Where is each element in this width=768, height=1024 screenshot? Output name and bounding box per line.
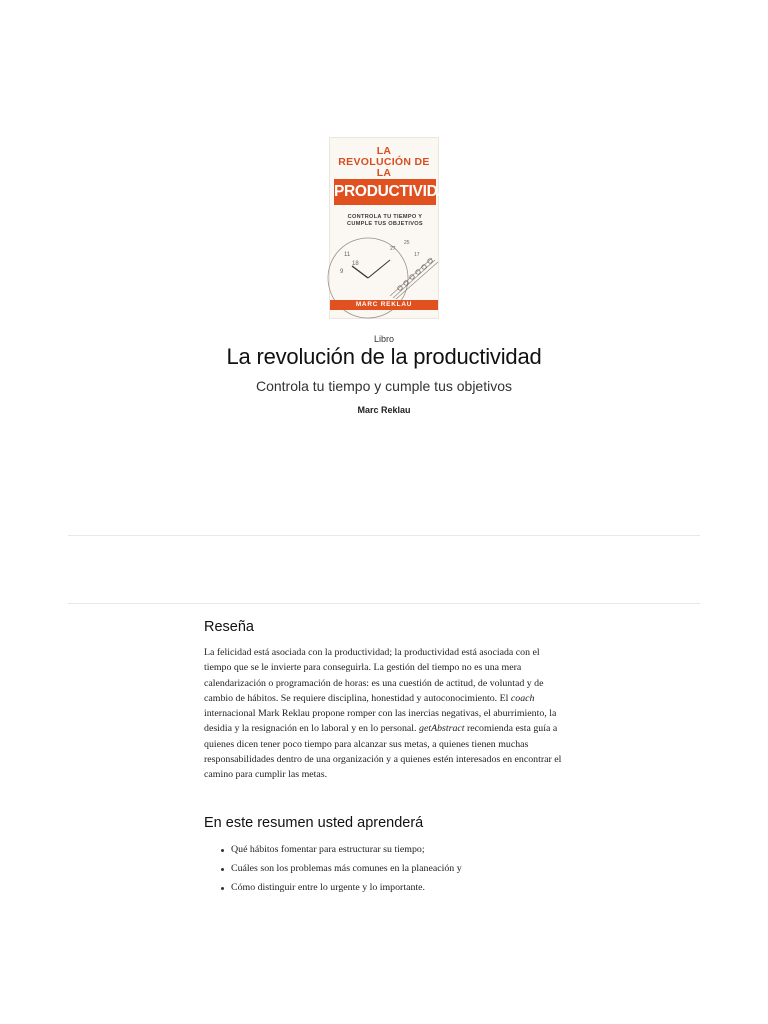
cover-title-top: LA REVOLUCIÓN DE LA (338, 145, 430, 179)
review-text (204, 645, 564, 783)
review-text-part: internacional Mark Reklau propone romper con las inercias negativas, el aburrimiento, la desidia y la resignación en lo laboral y en lo personal. (204, 708, 557, 735)
list-item: Cómo distinguir entre lo urgente y lo importante. (215, 881, 575, 900)
book-cover-image (329, 137, 460, 319)
review-brand-name: getAbstract (419, 723, 465, 735)
cover-title-band: PRODUCTIVIDAD (334, 179, 436, 205)
list-item: Cuáles son los problemas más comunes en la planeación y (215, 862, 575, 881)
svg-text:18: 18 (352, 261, 359, 267)
svg-text:27: 27 (390, 246, 396, 252)
divider (68, 535, 700, 536)
book-title: La revolución de la productividad (226, 344, 542, 369)
book-subtitle: Controla tu tiempo y cumple tus objetivos (255, 378, 512, 394)
content-type-label: Libro (373, 334, 394, 344)
learn-heading: En este resumen usted aprenderá (204, 815, 424, 831)
review-text-part: recomienda esta guía a quienes dicen tener poco tiempo para alcanzar sus metas, a quienes tienen muchas responsabilidades dentro de una organización y a quienes estén interesados en encontrar el camino para cumplir las metas. (204, 723, 562, 781)
review-text-part: La felicidad está asociada con la productividad; la productividad está asociada con el tiempo que se le invierte para conseguirla. La gestión del tiempo no es una mera calendarización o programación de horas: es una cuestión de actitud, de voluntad y de cambio de hábitos. Se requiere disciplina, honestidad y autoconocimiento. El (204, 647, 544, 704)
list-item: Qué hábitos fomentar para estructurar su tiempo; (215, 843, 575, 862)
svg-text:25: 25 (404, 240, 410, 246)
book-author[interactable]: Marc Reklau (357, 405, 411, 415)
svg-text:11: 11 (344, 252, 351, 258)
svg-text:17: 17 (414, 252, 420, 258)
clock-illustration-icon (330, 230, 440, 300)
svg-text:9: 9 (340, 269, 344, 275)
divider (68, 603, 700, 604)
cover-subtitle: CONTROLA TU TIEMPO Y CUMPLE TUS OBJETIVOS (347, 214, 423, 227)
review-coach-term: coach (510, 692, 535, 704)
learn-list (215, 843, 575, 900)
review-heading: Reseña (204, 619, 254, 635)
cover-author: MARC REKLAU (330, 300, 438, 310)
